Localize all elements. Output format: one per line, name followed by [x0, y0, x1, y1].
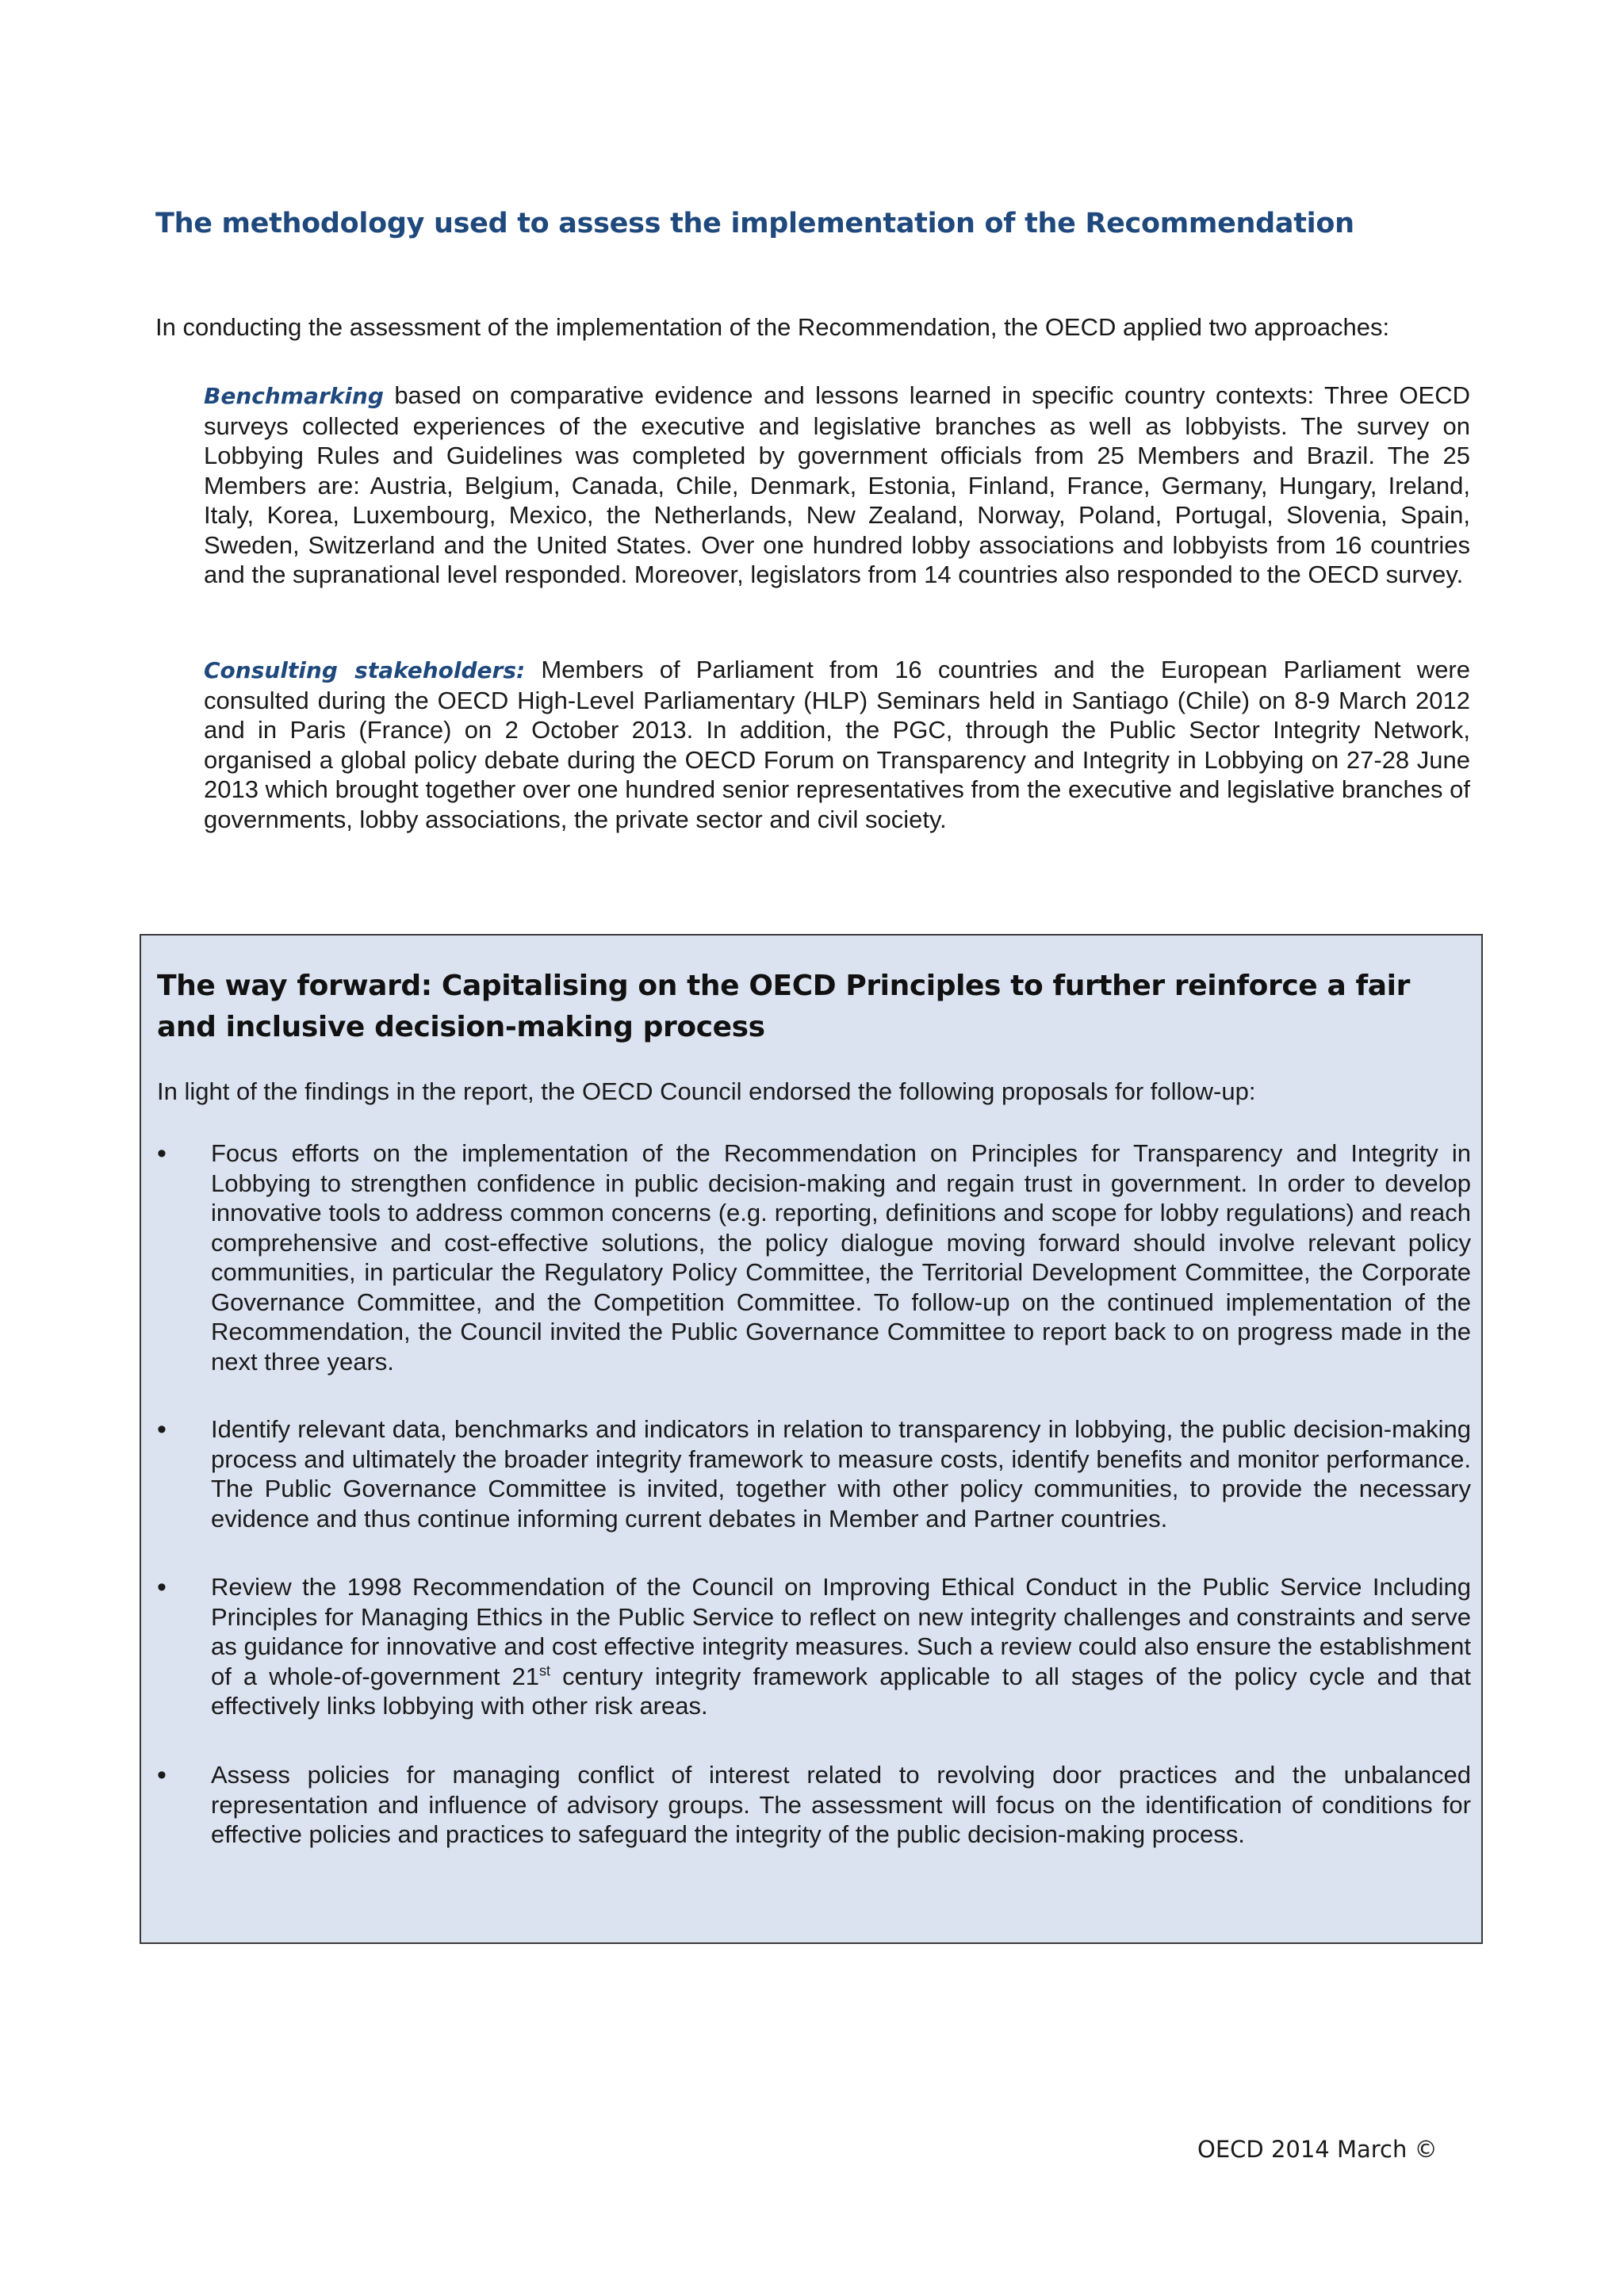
bullet-icon: •	[157, 1414, 167, 1445]
bullet-icon: •	[157, 1572, 167, 1602]
benchmarking-lead: Benchmarking	[204, 383, 384, 409]
consulting-paragraph	[204, 655, 1470, 834]
intro-paragraph: In conducting the assessment of the implementation of the Recommendation, the OECD applied two approaches:	[155, 313, 1390, 341]
bullet-icon: •	[157, 1138, 167, 1169]
consulting-lead: Consulting stakeholders:	[204, 657, 526, 683]
list-item	[157, 1138, 1473, 1376]
way-forward-intro: In light of the findings in the report, the OECD Council endorsed the following proposals for follow-up:	[157, 1077, 1256, 1105]
list-item-text	[211, 1572, 1471, 1721]
list-item-text: Identify relevant data, benchmarks and indicators in relation to transparency in lobbying, the public decision-making process and ultimately the broader integrity framework to measure costs, identify benefits and monitor performance. The Public Governance Committee is invited, together with other policy communities, to provide the necessary evidence and thus continue informing current debates in Member and Partner countries.	[211, 1415, 1471, 1533]
list-item-text-part: century integrity framework applicable to all stages of the policy cycle and that effectively links lobbying with other risk areas.	[211, 1662, 1471, 1720]
section-title: The methodology used to assess the implementation of the Recommendation	[155, 208, 1354, 239]
list-item-text-part: Review the 1998 Recommendation of the Council on Improving Ethical Conduct in the Public Service Including Principles for Managing Ethics in the Public Service to reflect on new integrity challenges and constraints and serve as guidance for innovative and cost effective integrity measures. Such a review could also ensure the establishment of a whole-of-government 21	[211, 1573, 1471, 1690]
list-item	[157, 1760, 1473, 1850]
way-forward-title: The way forward: Capitalising on the OECD Principles to further reinforce a fair and inclusive decision-making process	[157, 970, 1410, 1043]
list-item-text: Assess policies for managing conflict of interest related to revolving door practices and the unbalanced representation and influence of advisory groups. The assessment will focus on the identification of conditions for effective policies and practices to safeguard the integrity of the public decision-making process.	[211, 1761, 1471, 1848]
way-forward-box	[140, 934, 1483, 1944]
bullet-icon: •	[157, 1760, 167, 1790]
benchmarking-paragraph	[204, 381, 1470, 590]
page-footer: OECD 2014 March ©	[1197, 2136, 1438, 2163]
list-item	[157, 1572, 1473, 1721]
benchmarking-text: based on comparative evidence and lessons learned in specific country contexts: Three OECD surveys collected experiences of the executive and legislative branches as well as lobbyists. The survey on Lobbying Rules and Guidelines was completed by government officials from 25 Members and Brazil. The 25 Members are: Austria, Belgium, Canada, Chile, Denmark, Estonia, Finland, France, Germany, Hungary, Ireland, Italy, Korea, Luxembourg, Mexico, the Netherlands, New Zealand, Norway, Poland, Portugal, Slovenia, Spain, Sweden, Switzerland and the United States. Over one hundred lobby associations and lobbyists from 16 countries and the supranational level responded. Moreover, legislators from 14 countries also responded to the OECD survey.	[204, 381, 1470, 588]
list-item	[157, 1414, 1473, 1533]
consulting-text: Members of Parliament from 16 countries and the European Parliament were consulted during the OECD High-Level Parliamentary (HLP) Seminars held in Santiago (Chile) on 8-9 March 2012 and in Paris (France) on 2 October 2013. In addition, the PGC, through the Public Sector Integrity Network, organised a global policy debate during the OECD Forum on Transparency and Integrity in Lobbying on 27-28 June 2013 which brought together over one hundred senior representatives from the executive and legislative branches of governments, lobby associations, the private sector and civil society.	[204, 656, 1471, 833]
superscript: st	[539, 1663, 551, 1679]
list-item-text: Focus efforts on the implementation of the Recommendation on Principles for Transparency and Integrity in Lobbying to strengthen confidence in public decision-making and regain trust in government. In order to develop innovative tools to address common concerns (e.g. reporting, definitions and scope for lobby regulations) and reach comprehensive and cost-effective solutions, the policy dialogue moving forward should involve relevant policy communities, in particular the Regulatory Policy Committee, the Territorial Development Committee, the Corporate Governance Committee, and the Competition Committee. To follow-up on the continued implementation of the Recommendation, the Council invited the Public Governance Committee to report back to on progress made in the next three years.	[211, 1139, 1471, 1376]
